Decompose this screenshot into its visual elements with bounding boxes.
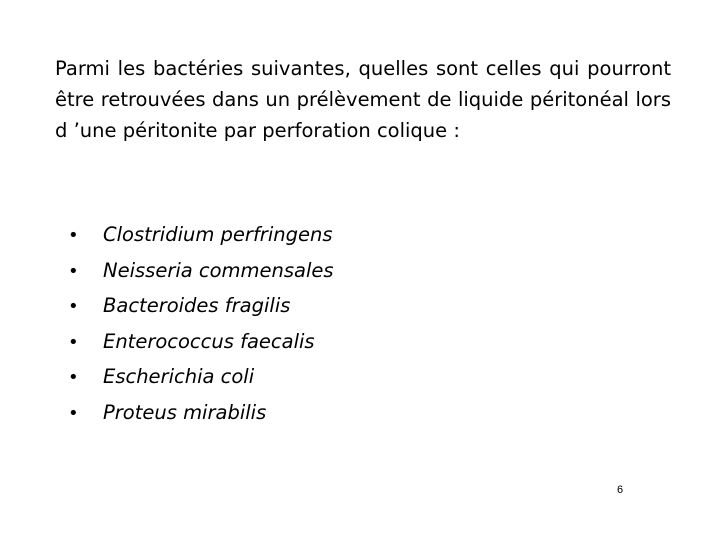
- list-item: [68, 218, 334, 254]
- list-item: [68, 325, 334, 361]
- option-label: Bacteroides fragilis: [103, 294, 291, 317]
- option-label: Enterococcus faecalis: [103, 329, 315, 353]
- option-label: Clostridium perfringens: [103, 223, 333, 246]
- bullet-icon: •: [68, 260, 79, 282]
- bullet-icon: •: [68, 367, 79, 388]
- option-label: Proteus mirabilis: [103, 400, 267, 424]
- question-text: Parmi les bactéries suivantes, quelles sont celles qui pourront être retrouvées dans un prélèvement de liquide péritonéal lors d ’une péritonite par perforation colique :: [55, 57, 671, 142]
- bullet-icon: •: [68, 225, 79, 246]
- list-item: [68, 289, 334, 325]
- page-number: 6: [617, 484, 624, 496]
- bullet-icon: •: [68, 296, 79, 317]
- option-label: Neisseria commensales: [103, 258, 334, 282]
- option-label: Escherichia coli: [103, 365, 255, 388]
- bullet-icon: •: [68, 402, 79, 424]
- answer-options-list: [68, 218, 334, 431]
- list-item: [68, 396, 334, 432]
- list-item: [68, 360, 334, 396]
- bullet-icon: •: [68, 331, 79, 353]
- list-item: [68, 254, 334, 290]
